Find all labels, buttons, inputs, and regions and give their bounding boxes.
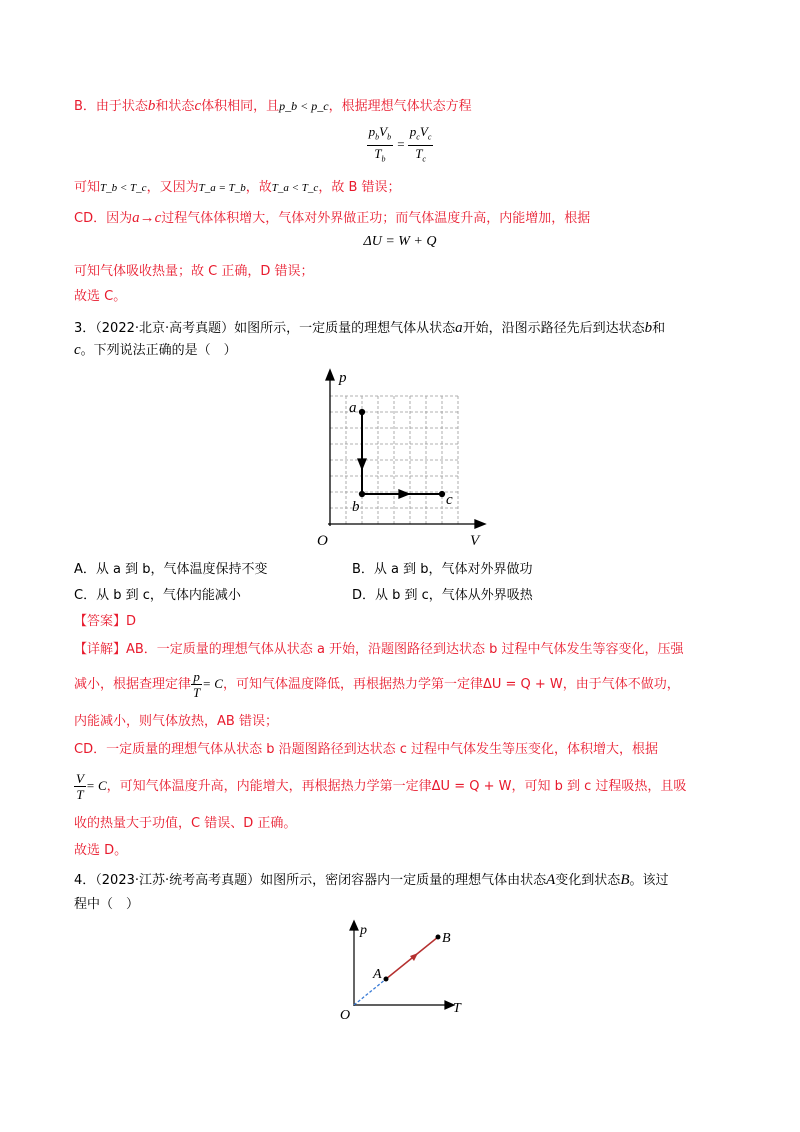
point-a-label: a <box>349 400 357 416</box>
first-law-equation: ΔU = W + Q <box>363 234 437 249</box>
section-cd-line: CD．因为a→c过程气体体积增大，气体对外界做正功；而气体温度升高，内能增加，根据 <box>74 210 591 226</box>
point-A <box>384 977 389 982</box>
arrow-b-c <box>399 490 409 498</box>
point-A-label: A <box>373 967 382 982</box>
q3-detail-2: 减小，根据查理定律 $\frac{p}{T}$ = C，可知气体温度降低，再根据热力学第一定律ΔU = Q + W，由于气体不做功， <box>74 669 680 700</box>
q3-stem-line2: c。下列说法正确的是（ ） <box>74 342 237 358</box>
q3-detail-6: 收的热量大于功值，C 错误、D 正确。 <box>74 816 297 831</box>
dashed-extension <box>354 979 386 1005</box>
pt-p-label: p <box>360 923 367 938</box>
arrow-a-b <box>358 459 366 469</box>
point-b <box>360 492 365 497</box>
q3-option-d[interactable]: D．从 b 到 c，气体从外界吸热 <box>352 588 533 603</box>
section-b-line: B．由于状态b和状态c体积相同，且p_b < p_c，根据理想气体状态方程 <box>74 98 472 114</box>
pt-origin-label: O <box>340 1008 351 1023</box>
absorb-line: 可知气体吸收热量；故 C 正确，D 错误； <box>74 264 314 279</box>
v-axis-arrow <box>475 520 485 528</box>
pv-graph <box>310 366 490 552</box>
point-B <box>436 935 441 940</box>
q3-detail-5: $\frac{V}{T}$ = C，可知气体温度升高，内能增大，再根据热力学第一定律ΔU = Q + W，可知 b 到 c 过程吸热，且吸 <box>76 771 687 802</box>
v-axis-label: V <box>470 533 480 549</box>
known-line: 可知T_b < T_c，又因为T_a = T_b，故T_a < T_c，故 B 错误； <box>74 180 401 195</box>
q3-answer: 【答案】D <box>74 614 137 629</box>
point-c-label: c <box>446 492 453 508</box>
pt-p-axis-arrow <box>350 921 358 930</box>
arrow-A-B <box>410 953 418 961</box>
origin-label: O <box>317 533 328 549</box>
q3-option-a[interactable]: A．从 a 到 b，气体温度保持不变 <box>74 562 268 577</box>
q3-option-b[interactable]: B．从 a 到 b，气体对外界做功 <box>352 562 533 577</box>
point-a <box>360 410 365 415</box>
pt-t-label: T <box>453 1001 461 1016</box>
q3-detail-3: 内能减小，则气体放热，AB 错误； <box>74 714 278 729</box>
q3-detail-4: CD．一定质量的理想气体从状态 b 沿题图路径到达状态 c 过程中气体发生等压变化，体积增大，根据 <box>74 742 659 757</box>
q3-choose: 故选 D。 <box>74 843 128 858</box>
q3-option-c[interactable]: C．从 b 到 c，气体内能减小 <box>74 588 241 603</box>
q4-stem-line2: 程中（ ） <box>74 897 140 912</box>
p-axis-label: p <box>339 370 347 386</box>
point-B-label: B <box>442 931 451 946</box>
ideal-gas-equation: $\frac{p_bV_b}{T_b}$ = $\frac{p_cV_c}{T_c}$ <box>368 124 432 164</box>
choose-c-line: 故选 C。 <box>74 289 127 304</box>
q3-detail-1: 【详解】AB．一定质量的理想气体从状态 a 开始，沿题图路径到达状态 b 过程中气体发生等容变化，压强 <box>74 642 684 657</box>
pt-graph <box>334 916 474 1028</box>
pressure-condition: p_b < p_c <box>279 99 329 113</box>
p-axis-arrow <box>326 370 334 380</box>
q3-stem-line1: 3．（2022·北京·高考真题）如图所示，一定质量的理想气体从状态a开始，沿图示路径先后到达状态b和 <box>74 320 666 336</box>
point-b-label: b <box>352 499 360 515</box>
point-c <box>440 492 445 497</box>
q4-stem-line1: 4．（2023·江苏·统考高考真题）如图所示，密闭容器内一定质量的理想气体由状态A变化到状态B。该过 <box>74 872 669 888</box>
